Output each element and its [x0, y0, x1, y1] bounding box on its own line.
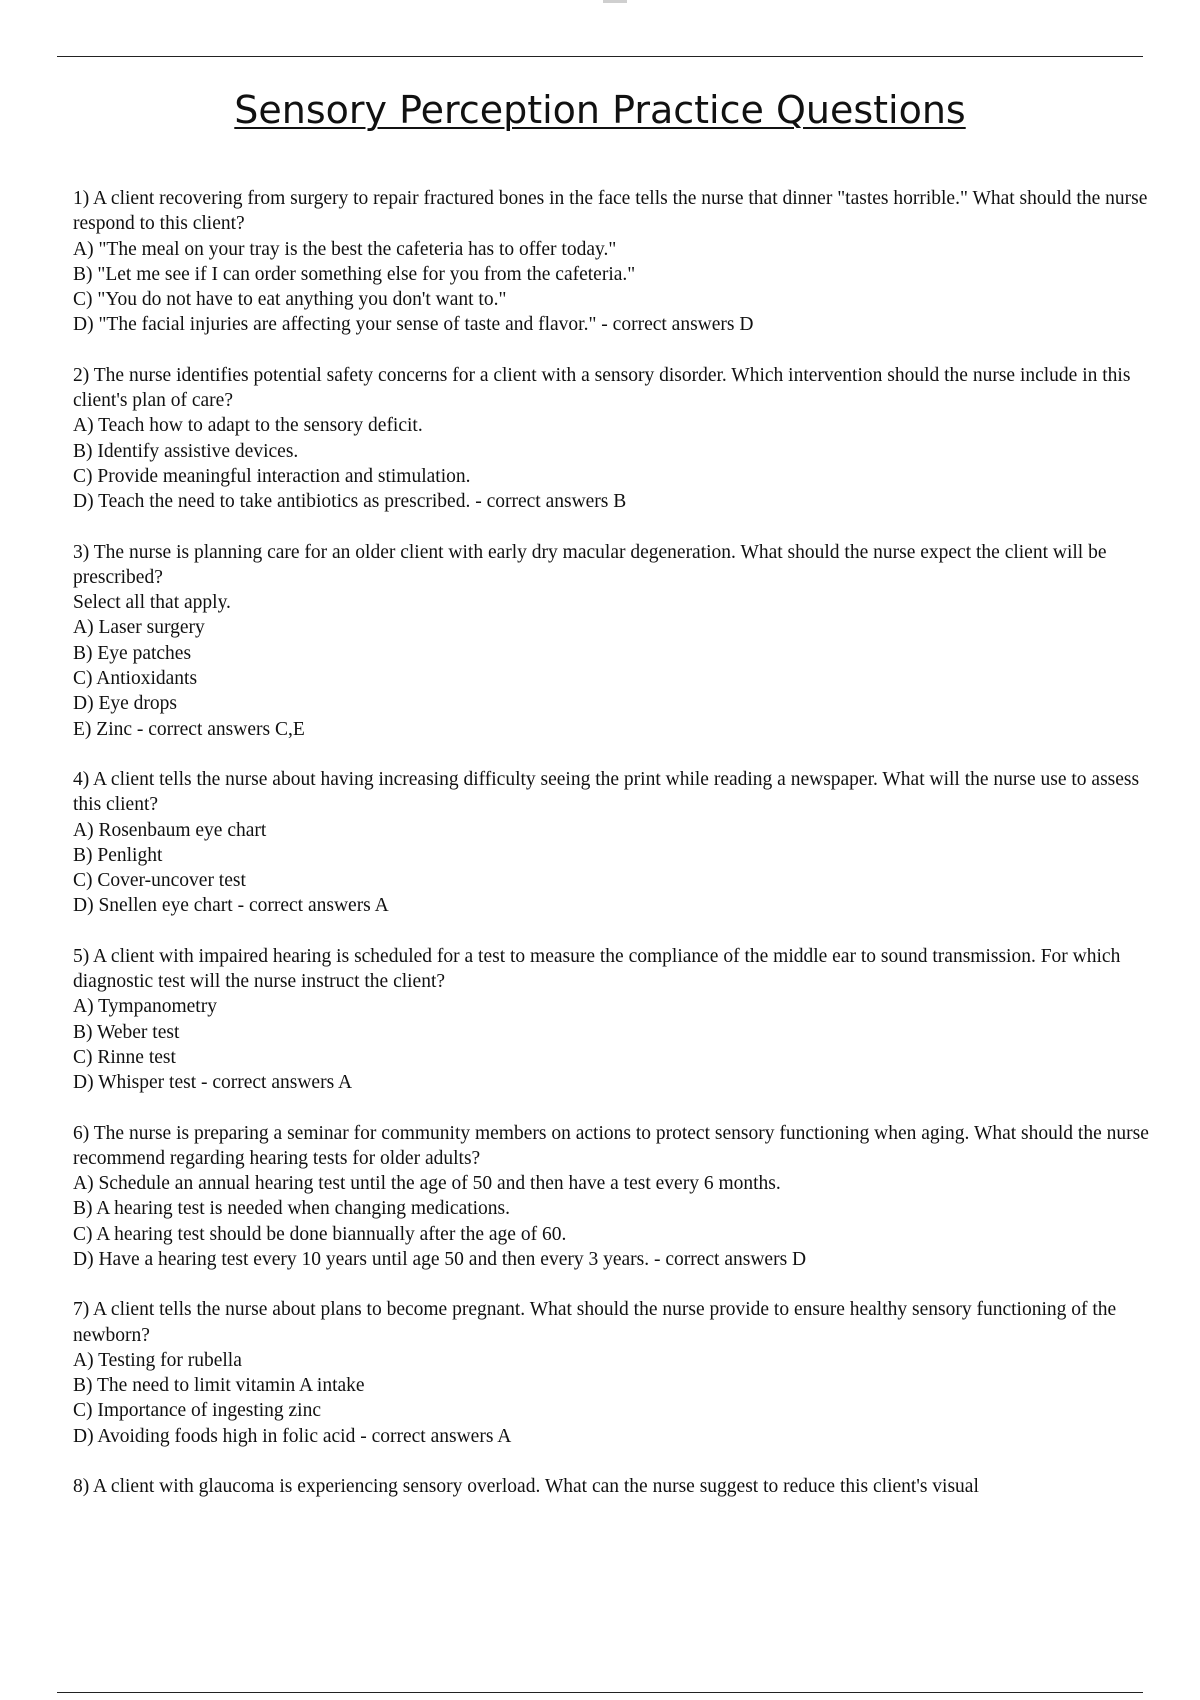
question-stem: 3) The nurse is planning care for an older client with early dry macular degeneration. What should the nurse expect the client will be prescribed?: [73, 541, 1107, 588]
answer-option: D) Avoiding foods high in folic acid - correct answers A: [73, 1425, 512, 1447]
question-stem: 4) A client tells the nurse about having increasing difficulty seeing the print while reading a newspaper. What will the nurse use to assess this client?: [73, 768, 1140, 816]
answer-option: D) Teach the need to take antibiotics as prescribed. - correct answers B: [73, 491, 627, 513]
answer-option: B) The need to limit vitamin A intake: [73, 1375, 365, 1397]
answer-option: D) Snellen eye chart - correct answers A: [73, 895, 389, 917]
question-stem: 8) A client with glaucoma is experiencing sensory overload. What can the nurse suggest to reduce this client's visual: [73, 1476, 979, 1498]
question-block: [73, 540, 1153, 742]
question-block: [73, 1297, 1153, 1449]
top-divider: [57, 56, 1143, 57]
page-title: Sensory Perception Practice Questions: [234, 88, 966, 132]
question-list: [73, 186, 1153, 1524]
header-mark: [603, 0, 627, 3]
answer-option: D) Eye drops: [73, 693, 177, 715]
question-instruction: Select all that apply.: [73, 592, 231, 614]
answer-option: E) Zinc - correct answers C,E: [73, 718, 305, 740]
answer-option: A) Tympanometry: [73, 996, 217, 1018]
answer-option: A) Rosenbaum eye chart: [73, 819, 267, 841]
answer-option: B) Penlight: [73, 844, 163, 866]
question-stem: 5) A client with impaired hearing is scheduled for a test to measure the compliance of the middle ear to sound transmission. For which diagnostic test will the nurse instruct the client?: [73, 945, 1121, 993]
question-block: [73, 767, 1153, 919]
question-block: [73, 363, 1153, 515]
answer-option: D) Have a hearing test every 10 years until age 50 and then every 3 years. - correct answers D: [73, 1248, 807, 1270]
answer-option: A) "The meal on your tray is the best the cafeteria has to offer today.": [73, 238, 617, 260]
answer-option: B) "Let me see if I can order something else for you from the cafeteria.": [73, 263, 636, 285]
answer-option: B) A hearing test is needed when changing medications.: [73, 1198, 511, 1220]
question-stem: 1) A client recovering from surgery to repair fractured bones in the face tells the nurse that dinner "tastes horrible." What should the nurse respond to this client?: [73, 188, 1148, 235]
answer-option: C) A hearing test should be done biannually after the age of 60.: [73, 1223, 567, 1245]
question-block: [73, 186, 1153, 338]
question-block: [73, 1474, 1153, 1499]
answer-option: C) Provide meaningful interaction and stimulation.: [73, 465, 471, 487]
answer-option: A) Teach how to adapt to the sensory deficit.: [73, 415, 423, 437]
answer-option: C) "You do not have to eat anything you don't want to.": [73, 289, 507, 311]
answer-option: A) Schedule an annual hearing test until the age of 50 and then have a test every 6 months.: [73, 1173, 781, 1195]
bottom-divider: [57, 1692, 1143, 1693]
answer-option: C) Cover-uncover test: [73, 870, 246, 892]
answer-option: A) Laser surgery: [73, 617, 205, 639]
answer-option: A) Testing for rubella: [73, 1349, 242, 1371]
question-block: [73, 944, 1153, 1096]
question-block: [73, 1121, 1153, 1273]
question-stem: 2) The nurse identifies potential safety concerns for a client with a sensory disorder. Which intervention should the nurse include in this client's plan of care?: [73, 364, 1131, 412]
question-stem: 6) The nurse is preparing a seminar for community members on actions to protect sensory functioning when aging. What should the nurse recommend regarding hearing tests for older adults?: [73, 1122, 1149, 1169]
answer-option: D) Whisper test - correct answers A: [73, 1072, 353, 1094]
answer-option: D) "The facial injuries are affecting your sense of taste and flavor." - correct answers D: [73, 314, 754, 336]
answer-option: C) Importance of ingesting zinc: [73, 1400, 322, 1422]
question-stem: 7) A client tells the nurse about plans to become pregnant. What should the nurse provide to ensure healthy sensory functioning of the newborn?: [73, 1299, 1117, 1346]
answer-option: B) Weber test: [73, 1021, 180, 1043]
answer-option: C) Rinne test: [73, 1046, 176, 1068]
answer-option: B) Eye patches: [73, 642, 192, 664]
answer-option: C) Antioxidants: [73, 668, 198, 690]
answer-option: B) Identify assistive devices.: [73, 440, 299, 462]
